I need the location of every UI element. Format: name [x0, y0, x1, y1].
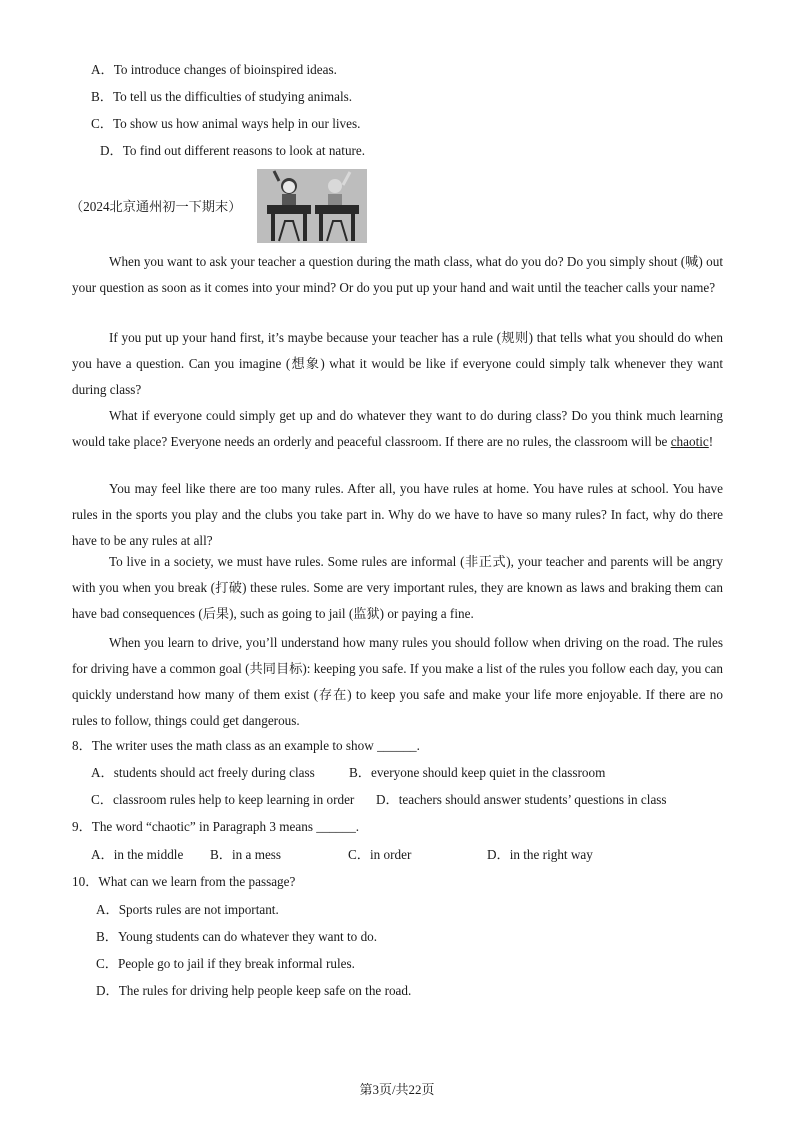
question-8-option-d: D．teachers should answer students’ questions in class [376, 792, 667, 807]
question-10-stem: 10．What can we learn from the passage? [72, 874, 296, 889]
question-9-option-b: B．in a mess [210, 847, 282, 862]
passage-paragraph-2: If you put up your hand first, it’s maybe because your teacher has a rule (规则) that tells what you should do when you have a question. Can you imagine (想象) what it would be like if everyone could simply talk whenever they want during class? [72, 330, 723, 397]
question-10-option-d: D．The rules for driving help people keep safe on the road. [96, 983, 412, 998]
passage-paragraph-4: You may feel like there are too many rules. After all, you have rules at home. You have rules at school. You have rules in the sports you play and the clubs you take part in. Why do we have to have so many rules? In fact, why do there have to be any rules at all? [72, 481, 723, 548]
question-9-option-a: A．in the middle [91, 847, 184, 862]
question-10-option-b: B．Young students can do whatever they want to do. [96, 929, 378, 944]
question-9-stem: 9．The word “chaotic” in Paragraph 3 means ______. [72, 819, 360, 834]
source-label: （2024北京通州初一下期末） [70, 199, 242, 214]
question-9-option-c: C．in order [348, 847, 412, 862]
passage-paragraph-5: To live in a society, we must have rules. Some rules are informal (非正式), your teacher and parents will be angry with you when you break (打破) these rules. Some are very important rules, they are known as laws and braking them can have bad consequences (后果), such as going to jail (监狱) or paying a fine. [72, 554, 723, 621]
question-10-option-a: A．Sports rules are not important. [96, 902, 279, 917]
prev-option-c: C．To show us how animal ways help in our lives. [91, 116, 361, 131]
passage-paragraph-6: When you learn to drive, you’ll understand how many rules you should follow when driving on the road. The rules for driving have a common goal (共同目标): keeping you safe. If you make a list of the rules you follow each day, you can quickly understand how many of them exist (存在) to keep you safe and make your life more enjoyable. If there are no rules to follow, things could get dangerous. [72, 635, 723, 728]
prev-option-b: B．To tell us the difficulties of studying animals. [91, 89, 353, 104]
prev-option-a: A．To introduce changes of bioinspired ideas. [91, 62, 337, 77]
question-8-option-a: A．students should act freely during class [91, 765, 315, 780]
passage-paragraph-3: What if everyone could simply get up and do whatever they want to do during class? Do you think much learning would take place? Everyone needs an orderly and peaceful classroom. If there are no rules, the classroom will be chaotic! [72, 408, 723, 449]
page-number-footer: 第3页/共22页 [359, 1082, 435, 1097]
passage-paragraph-1: When you want to ask your teacher a question during the math class, what do you do? Do you simply shout (喊) out your question as soon as it comes into your mind? Or do you put up your hand and wait until the teacher calls your name? [72, 254, 723, 295]
question-10-option-c: C．People go to jail if they break informal rules. [96, 956, 355, 971]
underlined-word-chaotic: chaotic [670, 434, 709, 449]
question-8-option-c: C．classroom rules help to keep learning in order [91, 792, 355, 807]
students-raising-hands-illustration [257, 169, 367, 243]
prev-option-d: D．To find out different reasons to look at nature. [100, 143, 366, 158]
question-9-option-d: D．in the right way [487, 847, 593, 862]
question-8-option-b: B．everyone should keep quiet in the classroom [349, 765, 606, 780]
question-8-stem: 8．The writer uses the math class as an example to show ______. [72, 738, 420, 753]
